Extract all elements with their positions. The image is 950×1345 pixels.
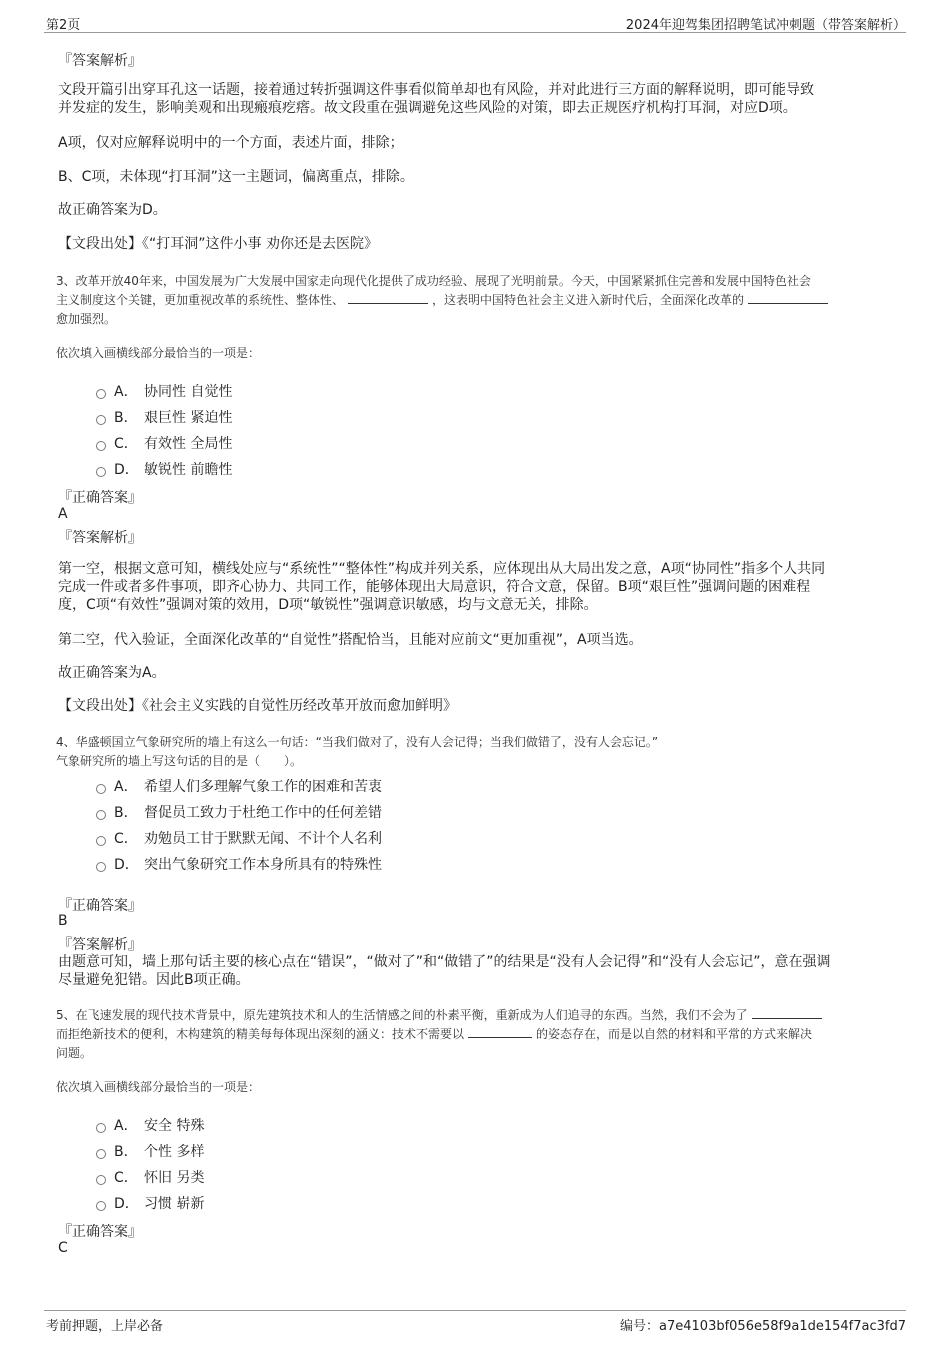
q3-option-b[interactable]: B． 艰巨性 紧迫性 (96, 407, 232, 427)
page-number: 第2页 (46, 18, 81, 33)
q2-analysis-para4: 故正确答案为D。 (58, 202, 167, 218)
page-header (44, 12, 906, 33)
radio-icon[interactable] (96, 389, 106, 399)
q2-analysis-label: 『答案解析』 (58, 53, 142, 69)
page-footer (44, 1310, 906, 1335)
q3-prompt: 依次填入画横线部分最恰当的一项是： (56, 346, 261, 360)
q3-analysis-para3: 故正确答案为A。 (58, 665, 166, 681)
blank-1 (752, 1006, 822, 1019)
q4-analysis-label: 『答案解析』 (58, 937, 142, 953)
q3-stem: 3、改革开放40年来，中国发展为广大发展中国家走向现代化提供了成功经验、展现了光明前景。今天，中国紧紧抓住完善和发展中国特色社会 主义制度这个关键，更加重视改革的系统性、整体性、 ，这表明中国特色社会主义进入新时代后，全面深化改革的 愈加强烈。 (56, 272, 896, 329)
q5-stem: 5、在飞速发展的现代技术背景中，原先建筑技术和人的生活情感之间的朴素平衡，重新成为人们追寻的东西。当然，我们不会为了 而拒绝新技术的便利，木构建筑的精美每每体现出深刻的涵义：技术不需要以 的姿态存在，而是以自然的材料和平常的方式来解决 问题。 (56, 1006, 896, 1063)
radio-icon[interactable] (96, 784, 106, 794)
radio-icon[interactable] (96, 810, 106, 820)
q3-correct-label: 『正确答案』 (58, 490, 142, 506)
q4-stem: 4、华盛顿国立气象研究所的墙上有这么一句话：“当我们做对了，没有人会记得；当我们做错了，没有人会忘记。” 气象研究所的墙上写这句话的目的是（ ）。 (56, 735, 659, 768)
radio-icon[interactable] (96, 415, 106, 425)
q4-analysis-para1: 由题意可知，墙上那句话主要的核心点在“错误”，“做对了”和“做错了”的结果是“没有人会记得”和“没有人会忘记”，意在强调 尽量避免犯错。因此B项正确。 (58, 954, 831, 988)
q4-option-b[interactable]: B． 督促员工致力于杜绝工作中的任何差错 (96, 802, 382, 822)
q4-option-d[interactable]: D． 突出气象研究工作本身所具有的特殊性 (96, 854, 382, 874)
blank-2 (468, 1025, 532, 1038)
radio-icon[interactable] (96, 1123, 106, 1133)
q2-analysis-para1: 文段开篇引出穿耳孔这一话题，接着通过转折强调这件事看似简单却也有风险，并对此进行三方面的解释说明，即可能导致 并发症的发生，影响美观和出现瘢痕疙瘩。故文段重在强调避免这些风险的对策，即去正规医疗机构打耳洞，对应D项。 (58, 82, 814, 116)
q2-source: 【文段出处】《“打耳洞”这件小事 劝你还是去医院》 (58, 236, 378, 252)
blank-2 (748, 291, 828, 304)
radio-icon[interactable] (96, 441, 106, 451)
radio-icon[interactable] (96, 1175, 106, 1185)
document-id: 编号：a7e4103bf056e58f9a1de154f7ac3fd7 (620, 1319, 906, 1334)
q3-analysis-para1: 第一空，根据文意可知，横线处应与“系统性”“整体性”构成并列关系，应体现出从大局出发之意，A项“协同性”指多个人共同 完成一件或者多件事项，即齐心协力、共同工作，能够体现出大局意识，符合文意，保留。B项“艰巨性”强调问题的困难程 度，C项“有效性”强调对策的效用，D项“敏锐性”强调意识敏感，均与文意无关，排除。 (58, 561, 826, 613)
q4-answer: B (58, 913, 68, 929)
q5-option-c[interactable]: C． 怀旧 另类 (96, 1167, 204, 1187)
q3-option-a[interactable]: A． 协同性 自觉性 (96, 381, 232, 401)
radio-icon[interactable] (96, 862, 106, 872)
blank-1 (348, 291, 428, 304)
q3-source: 【文段出处】《社会主义实践的自觉性历经改革开放而愈加鲜明》 (58, 698, 457, 714)
q5-prompt: 依次填入画横线部分最恰当的一项是： (56, 1080, 261, 1094)
q5-option-b[interactable]: B． 个性 多样 (96, 1141, 204, 1161)
radio-icon[interactable] (96, 1201, 106, 1211)
radio-icon[interactable] (96, 467, 106, 477)
q3-option-c[interactable]: C． 有效性 全局性 (96, 433, 232, 453)
document-title: 2024年迎驾集团招聘笔试冲刺题（带答案解析） (625, 18, 906, 33)
q3-analysis-para2: 第二空，代入验证，全面深化改革的“自觉性”搭配恰当，且能对应前文“更加重视”，A项当选。 (58, 632, 643, 648)
q2-analysis-para3: B、C项，未体现“打耳洞”这一主题词，偏离重点，排除。 (58, 169, 414, 185)
radio-icon[interactable] (96, 836, 106, 846)
q5-correct-label: 『正确答案』 (58, 1224, 142, 1240)
q3-option-d[interactable]: D． 敏锐性 前瞻性 (96, 459, 232, 479)
q3-answer: A (58, 506, 68, 522)
q5-answer: C (58, 1240, 68, 1256)
q4-option-a[interactable]: A． 希望人们多理解气象工作的困难和苦衷 (96, 776, 382, 796)
q5-option-a[interactable]: A． 安全 特殊 (96, 1115, 204, 1135)
q3-analysis-label: 『答案解析』 (58, 530, 142, 546)
q4-option-c[interactable]: C． 劝勉员工甘于默默无闻、不计个人名利 (96, 828, 382, 848)
footer-slogan: 考前押题，上岸必备 (46, 1319, 164, 1334)
q2-analysis-para2: A项，仅对应解释说明中的一个方面，表述片面，排除； (58, 135, 404, 151)
radio-icon[interactable] (96, 1149, 106, 1159)
q5-option-d[interactable]: D． 习惯 崭新 (96, 1193, 204, 1213)
q4-correct-label: 『正确答案』 (58, 898, 142, 914)
